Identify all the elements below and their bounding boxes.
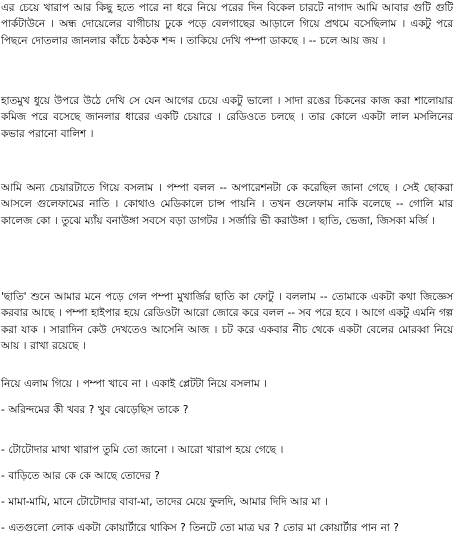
paragraph-2: হাতমুখ ধুয়ে উপরে উঠে দেখি সে যেন আগের চেয়ে একটু ভালো । সাদা রঙের চিকনের কাজ করা শালোয়ার কমিজ পরে বসেছে জানলার ধারের একটি চেয়ারে । রেডিওতে চলছে । তার কোলে একটা লাল মসলিনের কভার পরানো বালিশ । <box>1 95 453 140</box>
dialogue-line-5: - এতগুলো লোক একটা কোয়ার্টারে থাকিস ? তিনটে তো মাত্র ঘর ? তোর মা কোয়ার্টার পান না ? <box>1 522 399 534</box>
dialogue-line-1: - অরিন্দমের কী খবর ? খুব ঝেড়েছিস তাকে ? <box>1 404 189 416</box>
paragraph-4: 'ছাতি' শুনে আমার মনে পড়ে গেল পম্পা মুখার্জির ছাতি কা ফোটু । বললাম -- তোমাকে একটা কথা জিজ্ঞেস করবার আছে । পম্পা হাইপার হয়ে রেডিওটা আরো জোরে করে বলল -- সব পরে হবে । আগে একটু এমনি গল্প করা যাক । সারাদিন কেউ দেখতেও আসেনি আজ । চট করে একবার নীচ থেকে একটা বেলের মোরব্বা নিয়ে আয় । রাখা রয়েছে । <box>1 291 453 352</box>
paragraph-3: আমি অন্য চেয়ারটাতে গিয়ে বসলাম । পম্পা বলল -- অপারেশনটা কে করেছিল জানা গেছে । সেই ছোকরা আসলে গুলেফামের নাতি । কোথাও মেডিকালে চান্স পায়নি । তখন গুলেফাম নাকি বলেছে -- গোলি মার কালেজ কো । তুঝে ম্যাঁয় বনাউঙ্গা সবসে বড়া ডাগটর । সর্জারি ভী করাউঙ্গা । ছাতি, ভেজা, জিসকা মর্জি । <box>1 182 453 227</box>
paragraph-5: নিয়ে এলাম গিয়ে । পম্পা খাবে না । একাই প্লেটটা নিয়ে বসলাম । <box>1 378 267 390</box>
paragraph-1: এর চেয়ে খারাপ আর কিছু হতে পারে না ধরে নিয়ে পরের দিন বিকেল চারটে নাগাদ আমি আবার গুটি গুটি পার্কটাউনে । অন্ধ দোয়েলের বাগীচায় ঢুকে পড়ে বেলগাছের আড়ালে গিয়ে প্রথমে বসেছিলাম । একটু পরে পিছনে দোতলার জানলার কাঁচে ঠকঠক শব্দ । তাকিয়ে দেখি পম্পা ডাকছে । -- চলে আয় জয় । <box>1 2 453 47</box>
dialogue-line-4: - মামা-মামি, মানে টোটোদার বাবা-মা, তাদের মেয়ে ফুলদি, আমার দিদি আর মা । <box>1 496 328 508</box>
dialogue-line-2: - টোটোদার মাথা খারাপ তুমি তো জানো । আরো খারাপ হয়ে গেছে । <box>1 444 284 456</box>
dialogue-line-3: - বাড়িতে আর কে কে আছে তোদের ? <box>1 470 160 482</box>
